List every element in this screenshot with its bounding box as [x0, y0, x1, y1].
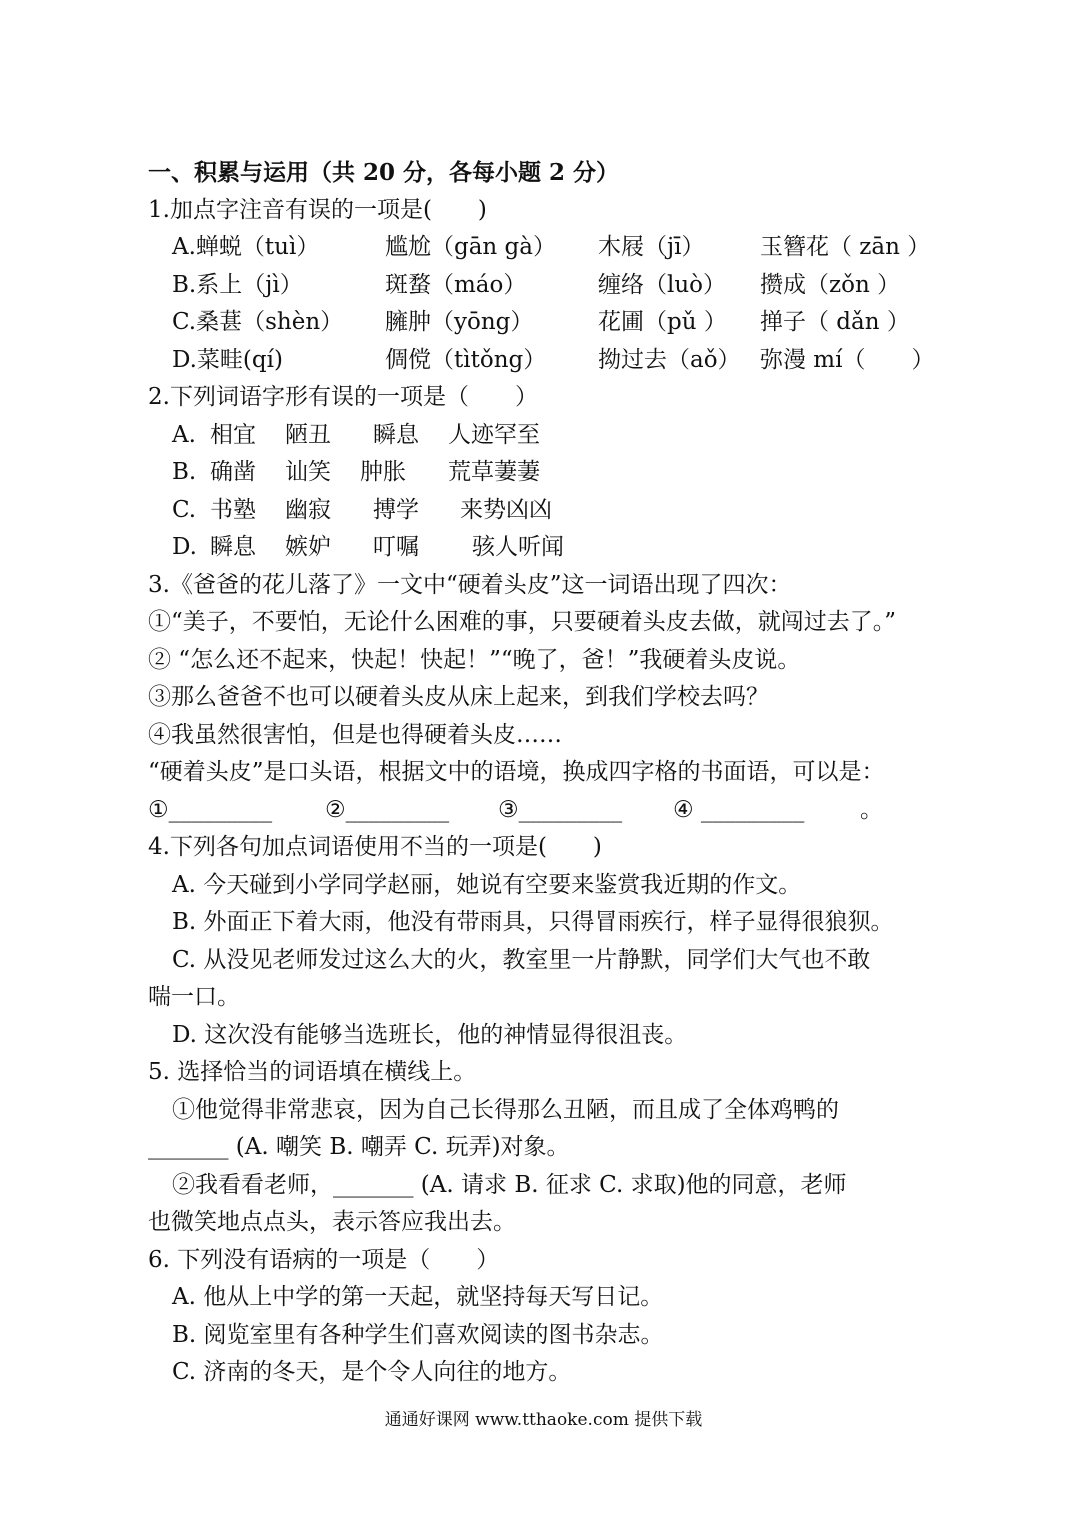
q2-option-label: B. [172, 459, 197, 485]
q1-option-b-1: B.系上（jì） [172, 272, 303, 298]
q3-item-4: ④我虽然很害怕，但是也得硬着头皮…… [148, 722, 562, 748]
q4-option-c: C. 从没见老师发过这么大的火，教室里一片静默，同学们大气也不敢 [172, 947, 871, 973]
q1-option-c-3: 花圃（pǔ ） [598, 309, 727, 335]
q4-option-a: A. 今天碰到小学同学赵丽，她说有空要来鉴赏我近期的作文。 [172, 872, 802, 898]
q2-word: 嫉妒 [285, 534, 331, 560]
q5-sentence-1-cont: _______ (A. 嘲笑 B. 嘲弄 C. 玩弄)对象。 [148, 1134, 570, 1160]
section-title: 一、积累与运用（共 20 分，各每小题 2 分） [148, 159, 620, 186]
q3-blank-2: ②_________ [325, 797, 450, 823]
q1-option-c-1: C.桑葚（shèn） [172, 309, 344, 335]
q2-word: 书塾 [210, 497, 256, 523]
q6-option-b: B. 阅览室里有各种学生们喜欢阅读的图书杂志。 [172, 1322, 664, 1348]
q1-option-b-4: 攒成（zǒn ） [760, 272, 901, 298]
q2-word: 肿胀 [360, 459, 406, 485]
q3-prompt: “硬着头皮”是口头语，根据文中的语境，换成四字格的书面语，可以是： [148, 759, 885, 785]
q1-option-d-3: 拗过去（aǒ） [598, 347, 741, 373]
q3-item-3: ③那么爸爸不也可以硬着头皮从床上起来，到我们学校去吗？ [148, 684, 769, 710]
q2-word: 陋丑 [285, 422, 331, 448]
q2-word: 骇人听闻 [472, 534, 564, 560]
q1-option-a-4: 玉簪花（ zān ） [760, 234, 931, 260]
q4-option-c-cont: 喘一口。 [148, 984, 240, 1010]
q1-option-b-3: 缠络（luò） [598, 272, 727, 298]
q2-word: 瞬息 [373, 422, 419, 448]
q2-word: 瞬息 [210, 534, 256, 560]
footer-source: 通通好课网 www.tthaoke.com 提供下载 [384, 1410, 703, 1430]
q1-option-c-4: 掸子（ dǎn ） [760, 309, 910, 335]
q3-stem: 3.《爸爸的花儿落了》一文中“硬着头皮”这一词语出现了四次： [148, 572, 792, 598]
q2-word: 搏学 [373, 497, 419, 523]
q4-option-d: D. 这次没有能够当选班长，他的神情显得很沮丧。 [172, 1022, 688, 1048]
q1-option-a-1: A.蝉蜕（tuì） [172, 234, 320, 260]
q4-option-b: B. 外面正下着大雨，他没有带雨具，只得冒雨疾行，样子显得很狼狈。 [172, 909, 894, 935]
q2-option-label: C. [172, 497, 197, 523]
q1-option-c-2: 臃肿（yōng） [385, 309, 534, 335]
q5-sentence-1: ①他觉得非常悲哀，因为自己长得那么丑陋，而且成了全体鸡鸭的 [172, 1097, 839, 1123]
q6-option-c: C. 济南的冬天，是个令人向往的地方。 [172, 1359, 572, 1385]
q5-sentence-2-cont: 也微笑地点点头，表示答应我出去。 [148, 1209, 516, 1235]
q5-sentence-2: ②我看看老师，_______ (A. 请求 B. 征求 C. 求取)他的同意，老师 [172, 1172, 847, 1198]
q2-word: 叮嘱 [373, 534, 419, 560]
q1-option-a-2: 尴尬（gān gà） [385, 234, 556, 260]
q6-option-a: A. 他从上中学的第一天起，就坚持每天写日记。 [172, 1284, 664, 1310]
q2-word: 讪笑 [285, 459, 331, 485]
q1-option-d-4: 弥漫 mí（ ） [760, 347, 935, 373]
q3-blank-4: ④ _________ [673, 797, 805, 823]
q3-item-1: ①“美子，不要怕，无论什么困难的事，只要硬着头皮去做，就闯过去了。” [148, 609, 897, 635]
q2-option-label: D. [172, 534, 197, 560]
q3-item-2: ② “怎么还不起来，快起！快起！”“晚了，爸！”我硬着头皮说。 [148, 647, 801, 673]
q1-option-d-2: 倜傥（tìtǒng） [385, 347, 547, 373]
q3-blank-1: ①_________ [148, 797, 273, 823]
q2-word: 人迹罕至 [448, 422, 540, 448]
q3-end: 。 [860, 797, 883, 823]
q5-stem: 5. 选择恰当的词语填在横线上。 [148, 1059, 477, 1085]
q2-word: 荒草萋萋 [448, 459, 540, 485]
q1-stem: 1.加点字注音有误的一项是( ) [148, 197, 487, 223]
q2-word: 来势凶凶 [460, 497, 552, 523]
q1-option-b-2: 斑蝥（máo） [385, 272, 527, 298]
q6-stem: 6. 下列没有语病的一项是（ ） [148, 1247, 500, 1273]
q1-option-d-1: D.菜畦(qí) [172, 347, 283, 373]
q2-option-label: A. [172, 422, 196, 448]
q2-word: 确凿 [210, 459, 256, 485]
q2-stem: 2.下列词语字形有误的一项是（ ） [148, 384, 538, 410]
q4-stem: 4.下列各句加点词语使用不当的一项是( ) [148, 834, 602, 860]
q3-blank-3: ③_________ [498, 797, 623, 823]
q2-word: 幽寂 [285, 497, 331, 523]
q1-option-a-3: 木屐（jī） [598, 234, 705, 260]
q2-word: 相宜 [210, 422, 256, 448]
